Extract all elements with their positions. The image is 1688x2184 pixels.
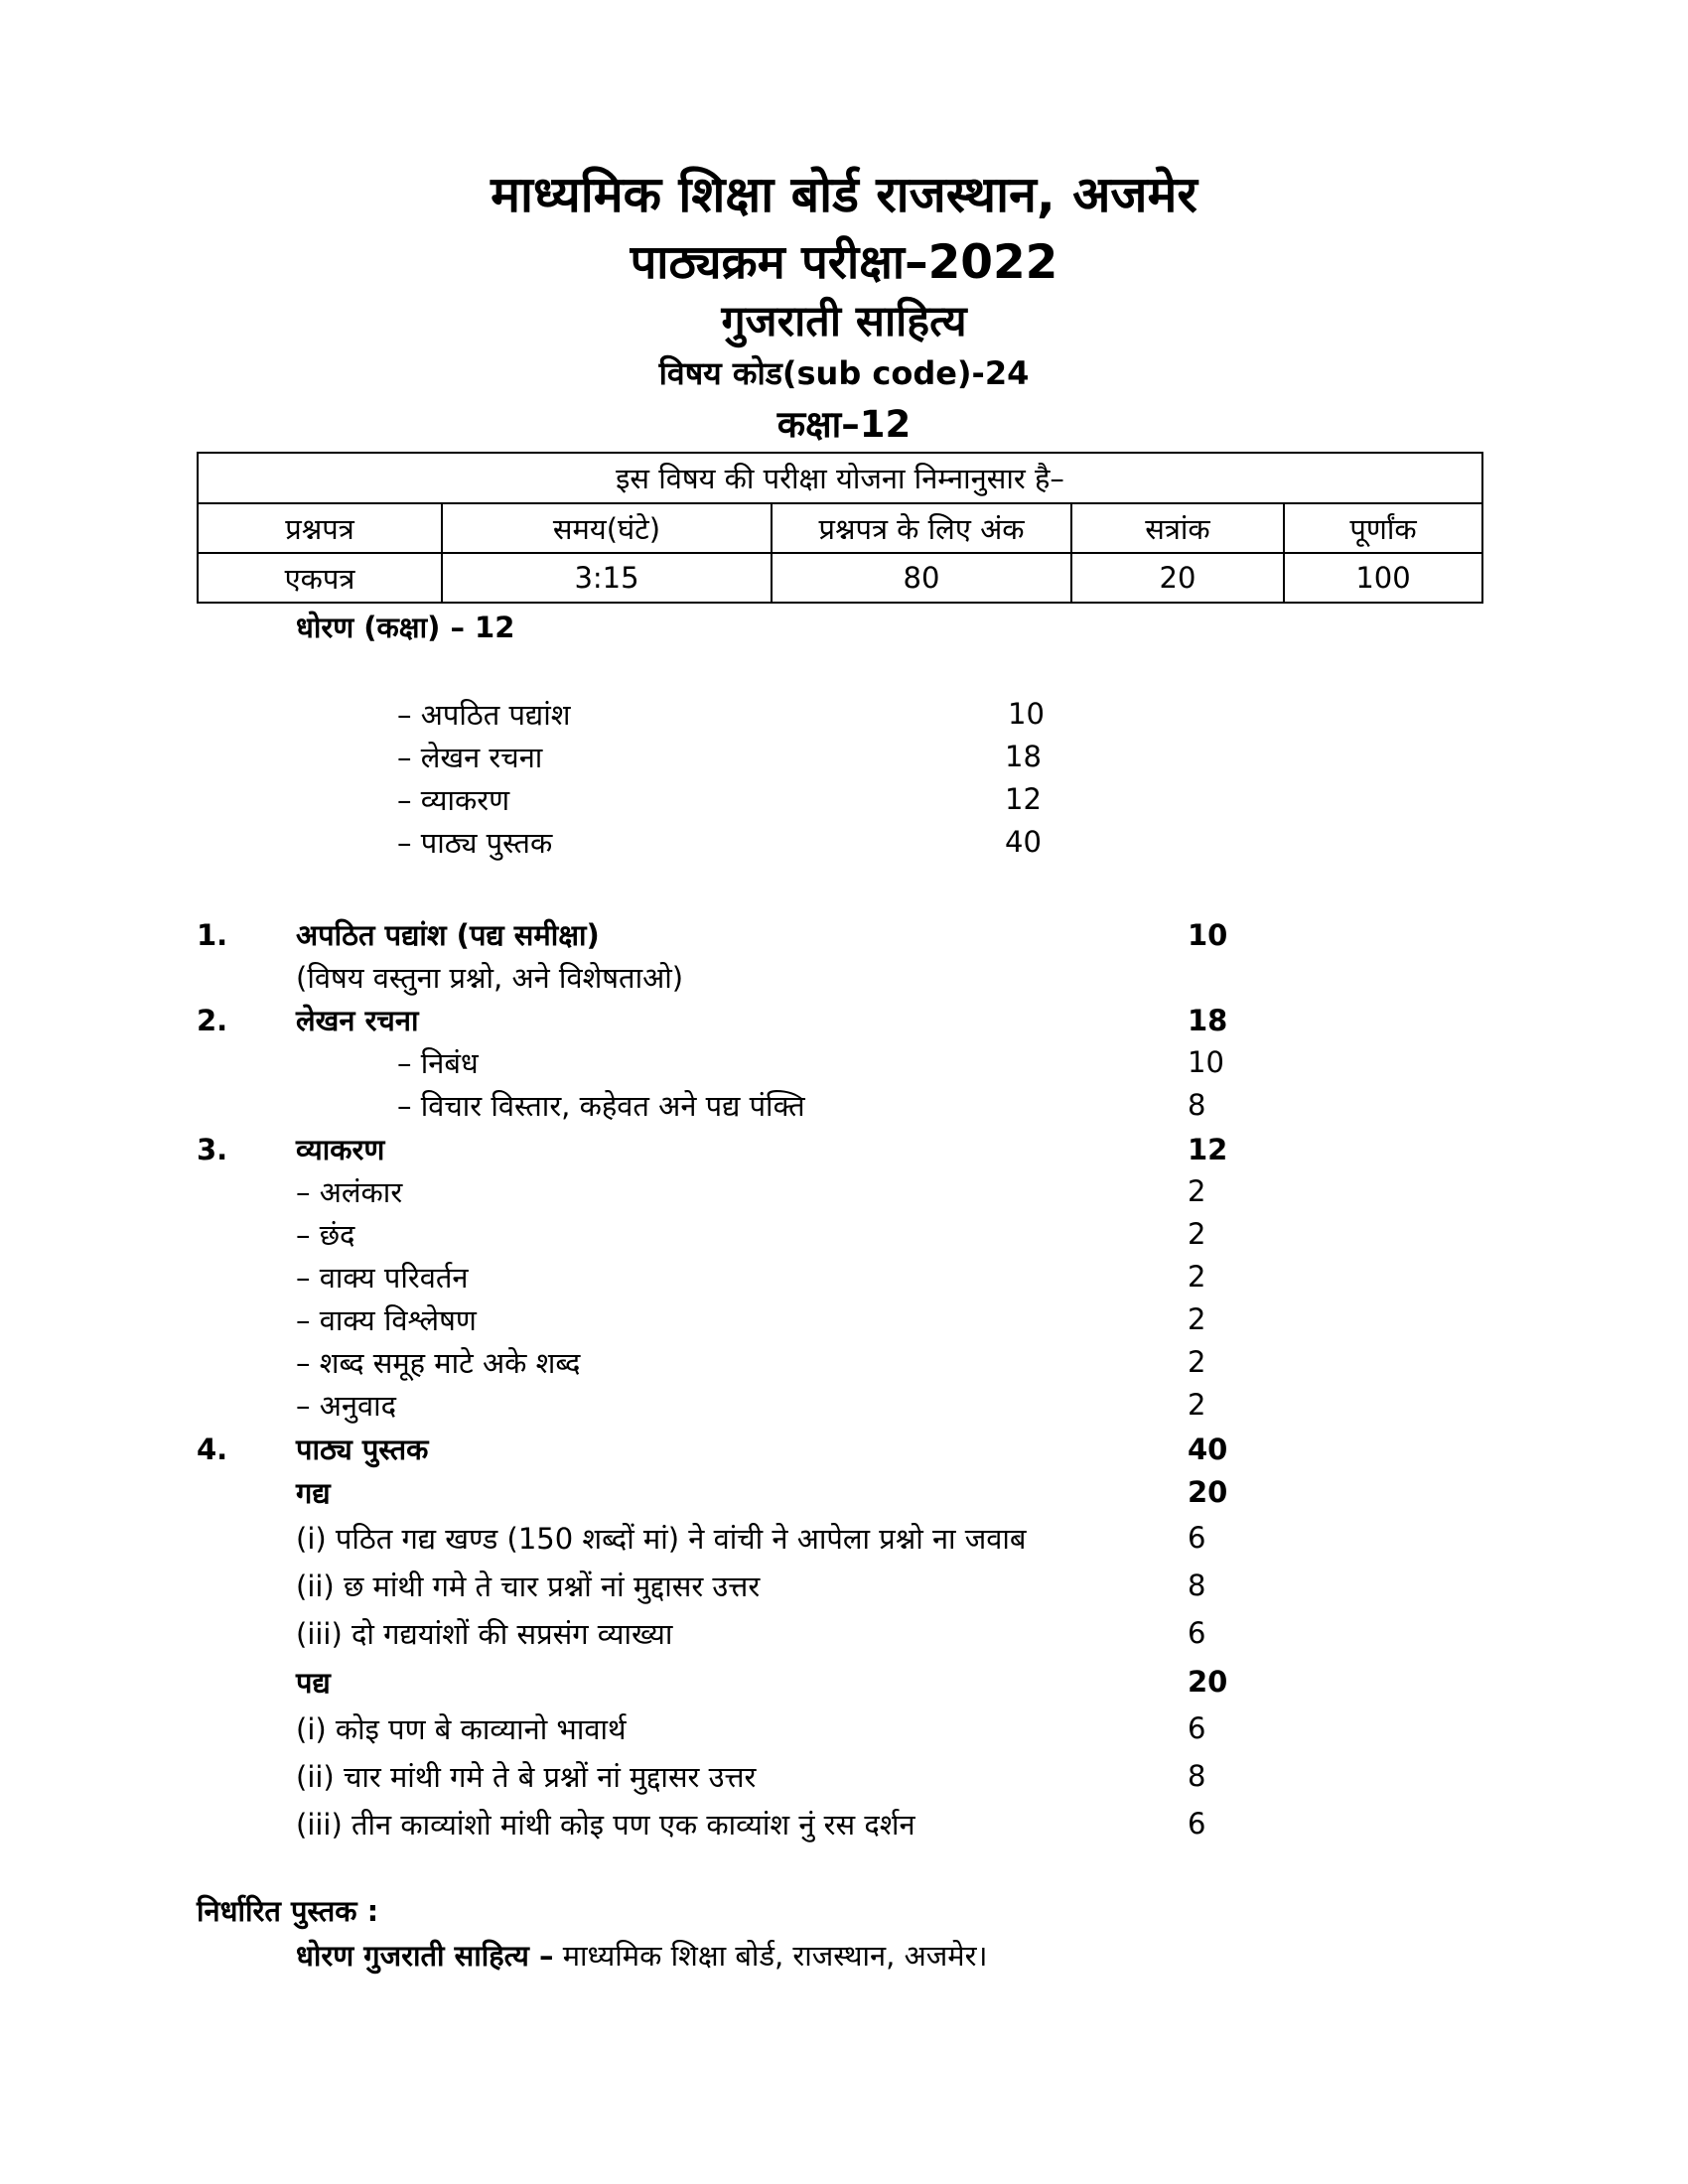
table-header-row (198, 503, 1482, 553)
item-marks: 6 (1188, 1807, 1206, 1841)
list-item: – निबंध (397, 1046, 479, 1080)
summary-label: – अपठित पद्यांश (397, 698, 571, 732)
table-header-cell: समय(घंटे) (442, 503, 772, 553)
table-caption: इस विषय की परीक्षा योजना निम्नानुसार है– (198, 453, 1482, 503)
summary-label: – पाठ्य पुस्तक (397, 826, 553, 860)
class-heading: धोरण (कक्षा) – 12 (296, 611, 515, 644)
section-marks: 12 (1188, 1133, 1228, 1166)
list-item: – शब्द समूह माटे अके शब्द (296, 1346, 581, 1380)
prescribed-book-title: धोरण गुजराती साहित्य – (296, 1939, 554, 1973)
item-marks: 2 (1188, 1388, 1206, 1422)
subject-code: विषय कोड(sub code)-24 (658, 354, 1030, 392)
summary-marks: 40 (1005, 825, 1042, 859)
summary-label: – व्याकरण (397, 783, 510, 817)
table-row (198, 553, 1482, 603)
summary-label: – लेखन रचना (397, 741, 543, 774)
subsection-title: पद्य (296, 1666, 331, 1700)
exam-scheme-table (197, 452, 1483, 604)
section-number: 3. (197, 1133, 228, 1166)
item-marks: 2 (1188, 1174, 1206, 1208)
subject-title: गुजराती साहित्य (721, 297, 967, 346)
table-header-cell: प्रश्नपत्र (198, 503, 442, 553)
section-title: पाठ्य पुस्तक (296, 1433, 429, 1466)
item-marks: 2 (1188, 1345, 1206, 1379)
section-number: 2. (197, 1004, 228, 1037)
section-number: 4. (197, 1433, 228, 1466)
prescribed-publisher: माध्यमिक शिक्षा बोर्ड, राजस्थान, अजमेर। (562, 1939, 988, 1973)
item-marks: 8 (1188, 1088, 1206, 1122)
table-cell: 3:15 (442, 553, 772, 603)
item-marks: 2 (1188, 1302, 1206, 1336)
item-marks: 2 (1188, 1217, 1206, 1251)
list-item: – अनुवाद (296, 1389, 397, 1423)
class-title: कक्षा–12 (776, 403, 912, 446)
summary-marks: 12 (1005, 782, 1042, 816)
section-note: (विषय वस्तुना प्रश्नो, अने विशेषताओ) (296, 961, 684, 995)
section-number: 1. (197, 918, 228, 952)
board-title: माध्यमिक शिक्षा बोर्ड राजस्थान, अजमेर (491, 166, 1197, 223)
table-header-cell: प्रश्नपत्र के लिए अंक (772, 503, 1071, 553)
subsection-title: गद्य (296, 1476, 331, 1510)
summary-marks: 10 (1008, 697, 1045, 731)
list-item: (iii) दो गद्ययांशों की सप्रसंग व्याख्या (296, 1617, 673, 1651)
list-item: – छंद (296, 1218, 355, 1252)
section-title: लेखन रचना (296, 1004, 419, 1037)
section-title: व्याकरण (296, 1133, 385, 1166)
section-marks: 10 (1188, 918, 1228, 952)
prescribed-book-line (296, 1936, 987, 1975)
list-item: – अलंकार (296, 1175, 403, 1209)
item-marks: 8 (1188, 1569, 1206, 1602)
list-item: – वाक्य परिवर्तन (296, 1261, 469, 1295)
list-item: (iii) तीन काव्यांशो मांथी कोइ पण एक काव्यांश नुं रस दर्शन (296, 1808, 915, 1842)
item-marks: 2 (1188, 1260, 1206, 1294)
item-marks: 10 (1188, 1045, 1224, 1079)
prescribed-heading: निर्धारित पुस्तक : (197, 1894, 379, 1928)
subsection-marks: 20 (1188, 1475, 1228, 1509)
item-marks: 6 (1188, 1711, 1206, 1745)
table-cell: 80 (772, 553, 1071, 603)
table-header-cell: सत्रांक (1071, 503, 1284, 553)
list-item: – वाक्य विश्लेषण (296, 1303, 477, 1337)
subsection-marks: 20 (1188, 1665, 1228, 1699)
list-item: (i) कोइ पण बे काव्यानो भावार्थ (296, 1712, 627, 1746)
list-item: – विचार विस्तार, कहेवत अने पद्य पंक्ति (397, 1089, 805, 1123)
item-marks: 6 (1188, 1616, 1206, 1650)
section-marks: 18 (1188, 1004, 1228, 1037)
table-cell: 100 (1284, 553, 1482, 603)
item-marks: 8 (1188, 1759, 1206, 1793)
exam-title: पाठ्यक्रम परीक्षा–2022 (630, 235, 1058, 290)
table-header-cell: पूर्णांक (1284, 503, 1482, 553)
list-item: (i) पठित गद्य खण्ड (150 शब्दों मां) ने वांची ने आपेला प्रश्नो ना जवाब (296, 1522, 1027, 1556)
table-cell: एकपत्र (198, 553, 442, 603)
section-marks: 40 (1188, 1433, 1228, 1466)
list-item: (ii) चार मांथी गमे ते बे प्रश्नों नां मुद्दासर उत्तर (296, 1760, 757, 1794)
section-title: अपठित पद्यांश (पद्य समीक्षा) (296, 918, 600, 952)
table-cell: 20 (1071, 553, 1284, 603)
summary-marks: 18 (1005, 740, 1042, 773)
item-marks: 6 (1188, 1521, 1206, 1555)
list-item: (ii) छ मांथी गमे ते चार प्रश्नों नां मुद्दासर उत्तर (296, 1570, 761, 1603)
